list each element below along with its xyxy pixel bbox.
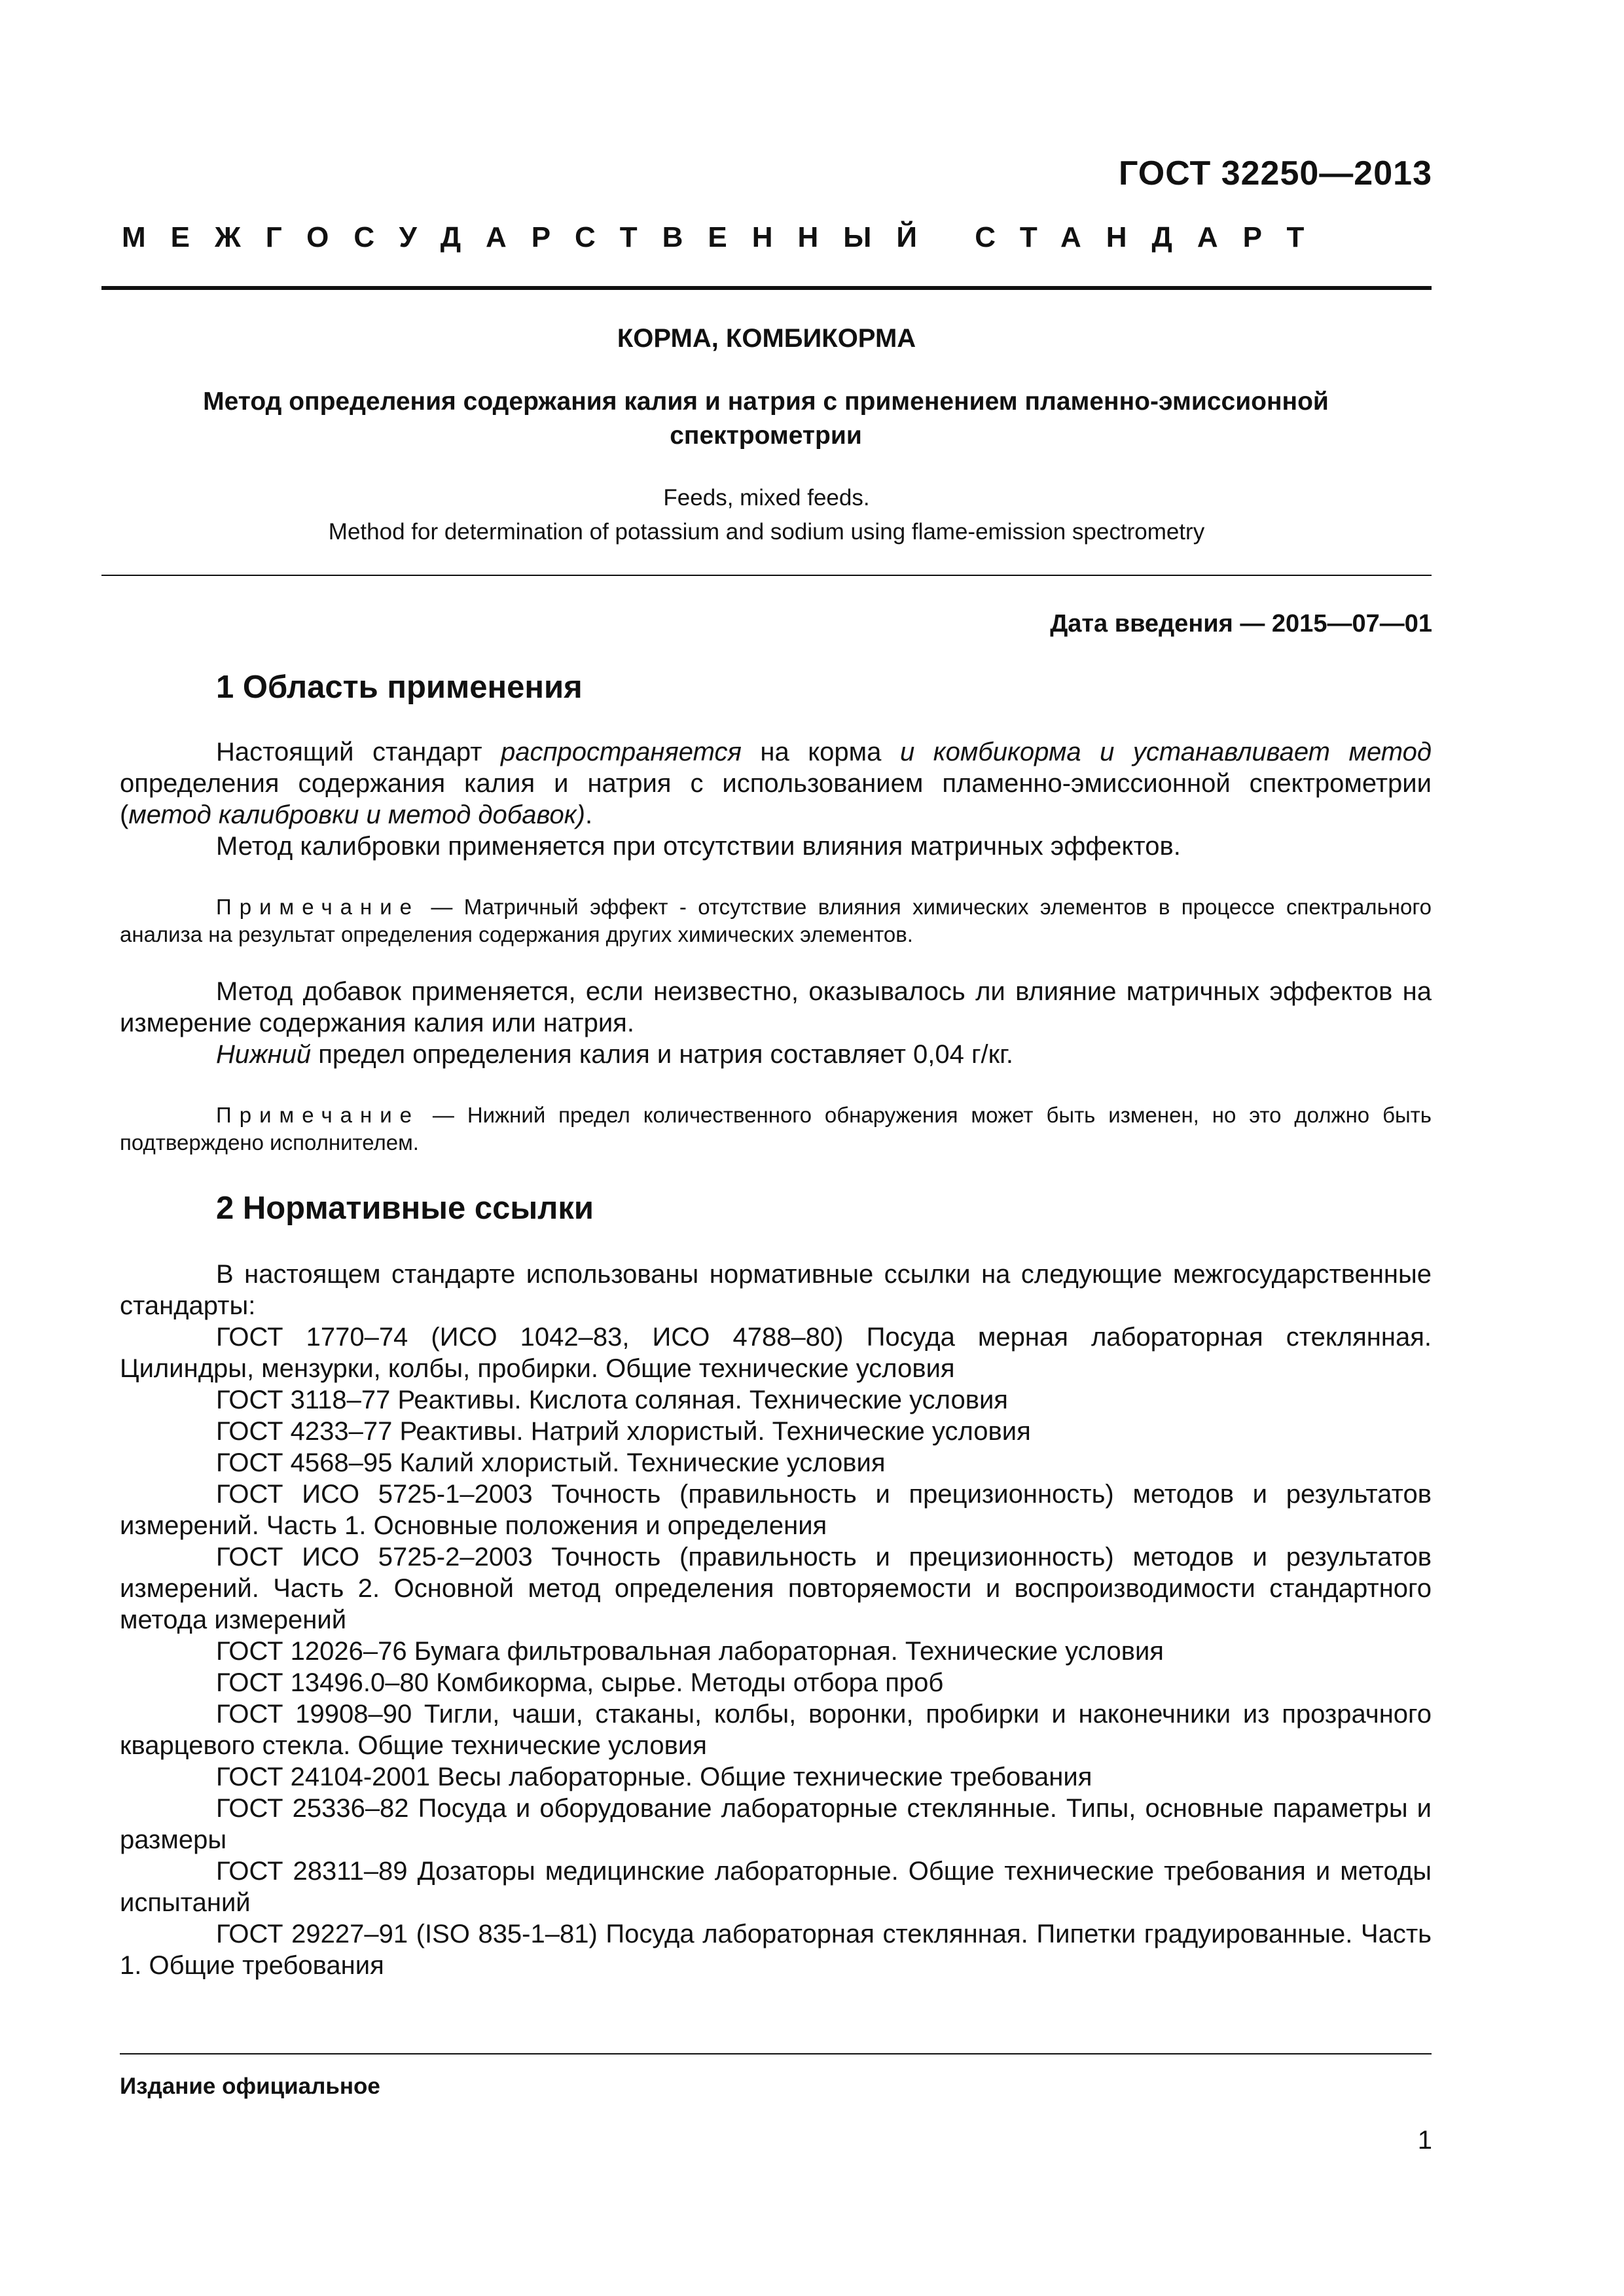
reference-item: ГОСТ 13496.0–80 Комбикорма, сырье. Методы отбора проб — [216, 1668, 944, 1697]
reference-item: ГОСТ 19908–90 Тигли, чаши, стаканы, колбы, воронки, пробирки и наконечники из прозрачного кварцевого стекла. Общие технические условия — [120, 1700, 1432, 1760]
note-1 — [120, 893, 1432, 948]
italic-run: и комбикорма и устанавливает метод — [899, 738, 1432, 766]
text-run: на корма — [741, 738, 900, 766]
italic-run: распространяется — [501, 738, 742, 766]
section-2-heading: 2 Нормативные ссылки — [216, 1191, 594, 1226]
introduction-date: Дата введения — 2015—07—01 — [1050, 610, 1432, 637]
reference-item: ГОСТ 28311–89 Дозаторы медицинские лабораторные. Общие технические требования и методы испытаний — [120, 1857, 1432, 1917]
page-number: 1 — [1417, 2126, 1432, 2155]
references-intro: В настоящем стандарте использованы нормативные ссылки на следующие межгосударственные стандарты: — [120, 1260, 1432, 1320]
title-divider — [101, 575, 1432, 576]
reference-item: ГОСТ 24104-2001 Весы лабораторные. Общие технические требования — [216, 1763, 1092, 1791]
document-subtitle: Метод определения содержания калия и натрия с применением пламенно-эмиссионной спектрометрии — [203, 387, 1329, 450]
text-run: определения содержания калия и натрия с использованием пламенно-эмиссионной спектрометрии ( — [120, 769, 1432, 829]
reference-item: ГОСТ ИСО 5725-2–2003 Точность (правильность и прецизионность) методов и результатов измерений. Часть 2. Основной метод определения повторяемости и воспроизводимости стандартного метода измерений — [120, 1543, 1432, 1634]
section-1-paragraph-2: Метод калибровки применяется при отсутствии влияния матричных эффектов. — [216, 832, 1181, 861]
text-run: Настоящий стандарт — [216, 738, 501, 766]
english-title — [101, 481, 1432, 549]
note-label: Примечание — [216, 1103, 420, 1127]
gost-number: ГОСТ 32250—2013 — [1119, 154, 1432, 192]
note-text: — Матричный эффект - отсутствие влияния химических элементов в процессе спектрального анализа на результат определения содержания других химических элементов. — [120, 895, 1432, 946]
section-1-heading: 1 Область применения — [216, 670, 583, 705]
english-title-line-1: Feeds, mixed feeds. — [663, 485, 870, 511]
reference-item: ГОСТ 29227–91 (ISO 835-1–81) Посуда лабораторная стеклянная. Пипетки градуированные. Часть 1. Общие требования — [120, 1920, 1432, 1980]
english-title-line-2: Method for determination of potassium and sodium using flame-emission spectrometry — [328, 519, 1205, 545]
official-edition-label: Издание официальное — [120, 2073, 380, 2099]
italic-run: метод калибровки и метод добавок) — [128, 800, 585, 829]
section-1-paragraph-4 — [120, 1039, 1432, 1070]
footer-divider — [120, 2053, 1432, 2054]
reference-item: ГОСТ 12026–76 Бумага фильтровальная лабораторная. Технические условия — [216, 1637, 1164, 1666]
reference-item: ГОСТ 4233–77 Реактивы. Натрий хлористый. Технические условия — [216, 1417, 1031, 1446]
reference-item: ГОСТ 1770–74 (ИСО 1042–83, ИСО 4788–80) Посуда мерная лабораторная стеклянная. Цилиндры, мензурки, колбы, пробирки. Общие технические условия — [120, 1323, 1432, 1383]
reference-item: ГОСТ 3118–77 Реактивы. Кислота соляная. Технические условия — [216, 1386, 1008, 1414]
note-2 — [120, 1102, 1432, 1157]
section-1-paragraph-1 — [120, 736, 1432, 831]
note-label: Примечание — [216, 895, 420, 919]
interstate-standard-label: МЕЖГОСУДАРСТВЕННЫЙ СТАНДАРТ — [122, 221, 1329, 253]
reference-item: ГОСТ 25336–82 Посуда и оборудование лабораторные стеклянные. Типы, основные параметры и размеры — [120, 1794, 1432, 1854]
section-1-paragraph-3: Метод добавок применяется, если неизвестно, оказывалось ли влияние матричных эффектов на измерение содержания калия или натрия. — [120, 977, 1432, 1037]
text-run: . — [585, 800, 593, 829]
text-run: предел определения калия и натрия составляет 0,04 г/кг. — [311, 1040, 1013, 1069]
note-text: — Нижний предел количественного обнаружения может быть изменен, но это должно быть подтверждено исполнителем. — [120, 1103, 1432, 1155]
italic-run: Нижний — [216, 1040, 312, 1069]
reference-item: ГОСТ ИСО 5725-1–2003 Точность (правильность и прецизионность) методов и результатов измерений. Часть 1. Основные положения и определения — [120, 1480, 1432, 1540]
document-title: КОРМА, КОМБИКОРМА — [617, 324, 916, 353]
normative-references — [120, 1259, 1432, 1981]
header-divider — [101, 286, 1432, 290]
reference-item: ГОСТ 4568–95 Калий хлористый. Технические условия — [216, 1448, 886, 1477]
